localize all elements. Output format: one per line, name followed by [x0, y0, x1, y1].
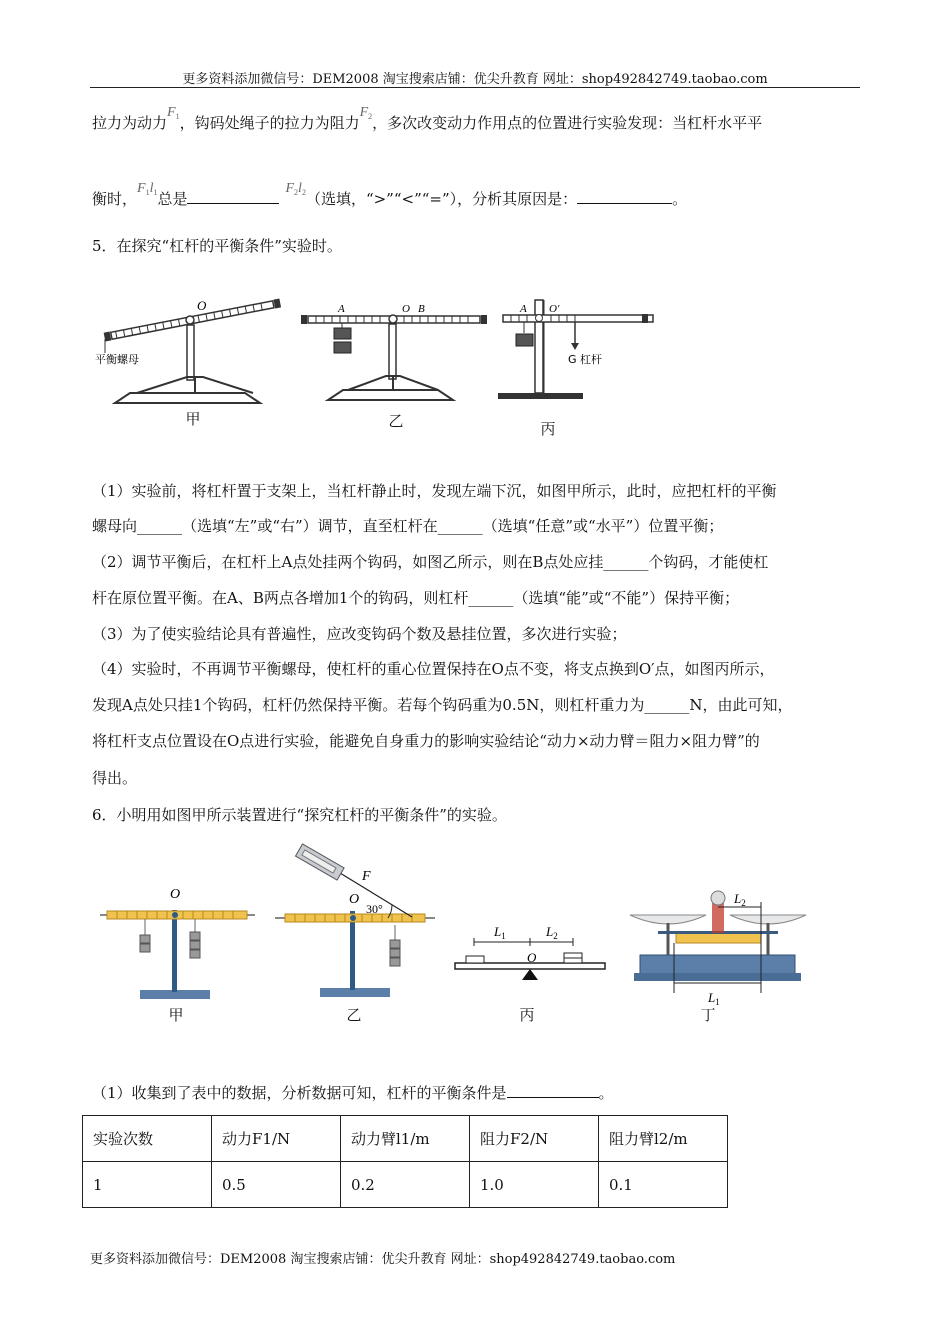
q6-yi-label-f: F [362, 869, 371, 884]
q6-figure-bing [452, 920, 612, 980]
q5-yi-label-o: O [402, 303, 410, 315]
q6-ding-label-l1: $L_1$ [708, 990, 720, 1007]
intro-text-a: 拉力为动力 [92, 114, 168, 132]
table-cell: 0.5 [212, 1162, 341, 1208]
q6-yi-label-angle: 30° [366, 902, 383, 916]
q5-figure-yi [298, 298, 488, 408]
q5-bing-label-a: A [520, 303, 527, 315]
table-header-cell: 动力F1/N [212, 1116, 341, 1162]
q6-bing-label-l2: $L_2$ [546, 924, 558, 941]
table-row [83, 1162, 728, 1208]
page-header: 更多资料添加微信号：DEM2008 淘宝搜索店铺：优尖升教育 网址：shop492842749.taobao.com [182, 72, 768, 87]
q5-line-7: 发现A点处只挂1个钩码，杠杆仍然保持平衡。若每个钩码重为0.5N，则杠杆重力为______N，由此可知， [92, 696, 793, 714]
intro-line-1 [92, 105, 763, 139]
q6-yi-label-o: O [349, 892, 360, 907]
q5-yi-label-a: A [338, 303, 345, 315]
page-footer: 更多资料添加微信号：DEM2008 淘宝搜索店铺：优尖升教育 网址：shop492842749.taobao.com [90, 1252, 676, 1267]
table-cell: 1.0 [470, 1162, 599, 1208]
q6-line-1 [92, 1083, 614, 1103]
q5-yi-label-b: B [418, 303, 425, 315]
q6-q1-period: 。 [598, 1084, 614, 1102]
answer-blank-compare[interactable] [187, 189, 279, 204]
intro-text-d: 衡时， [92, 190, 138, 208]
table-header-cell: 实验次数 [83, 1116, 212, 1162]
table-header-cell: 阻力臂l2/m [599, 1116, 728, 1162]
q5-line-1: （1）实验前，将杠杆置于支架上，当杠杆静止时，发现左端下沉，如图甲所示，此时，应把杠杆的平衡 [92, 482, 777, 500]
f1l1-symbol: $F_1l_1$ [137, 181, 158, 197]
intro-text-f: （选填，“>”“<”“=”），分析其原因是： [305, 190, 578, 208]
q6-ding-label-l2: $L_2$ [734, 891, 746, 908]
q5-jia-label-o: O [197, 298, 207, 313]
q5-line-4: 杆在原位置平衡。在A、B两点各增加1个的钩码，则杠杆______（选填“能”或“不能”）保持平衡； [92, 589, 740, 607]
table-cell: 1 [83, 1162, 212, 1208]
q6-caption-bing: 丙 [519, 1006, 535, 1024]
f1-symbol: $F_1$ [167, 105, 180, 121]
data-table [82, 1115, 728, 1208]
table-cell: 0.1 [599, 1162, 728, 1208]
q5-jia-label-nut: 平衡螺母 [95, 353, 139, 366]
f2-symbol: $F_2$ [359, 105, 373, 121]
q5-line-2: 螺母向______（选填“左”或“右”）调节，直至杠杆在______（选填“任意”或“水平”）位置平衡； [92, 517, 724, 535]
q6-figure-jia [95, 880, 260, 1000]
q6-figure-ding [628, 885, 808, 1005]
q5-caption-jia: 甲 [185, 410, 201, 428]
answer-blank-reason[interactable] [577, 189, 672, 204]
q5-line-5: （3）为了使实验结论具有普遍性，应改变钩码个数及悬挂位置，多次进行实验； [92, 625, 627, 643]
q5-line-8: 将杠杆支点位置设在O点进行实验，能避免自身重力的影响实验结论“动力×动力臂＝阻力×阻力臂”的 [92, 732, 760, 750]
intro-line-2 [92, 181, 688, 215]
q5-line-9: 得出。 [92, 769, 138, 787]
answer-blank-condition[interactable] [507, 1083, 599, 1098]
q5-title: 5．在探究“杠杆的平衡条件”实验时。 [92, 237, 342, 255]
q6-bing-label-l1: $L_1$ [494, 924, 506, 941]
q5-line-6: （4）实验时，不再调节平衡螺母，使杠杆的重心位置保持在O点不变，将支点换到O′点，如图丙所示， [92, 660, 775, 678]
q6-figure-yi [270, 845, 440, 1000]
q6-bing-label-o: O [527, 950, 537, 965]
table-header-cell: 动力臂l1/m [341, 1116, 470, 1162]
intro-period: 。 [672, 190, 688, 208]
q6-caption-yi: 乙 [346, 1006, 362, 1024]
f2l2-symbol: $F_2l_2$ [285, 181, 306, 197]
q6-q1-text: （1）收集到了表中的数据，分析数据可知，杠杆的平衡条件是 [92, 1084, 507, 1102]
q5-bing-label-o2: O′ [549, 303, 560, 315]
q5-caption-bing: 丙 [540, 420, 556, 438]
header-rule [90, 87, 860, 88]
q6-title: 6．小明用如图甲所示装置进行“探究杠杆的平衡条件”的实验。 [92, 806, 507, 824]
q5-figure-jia [95, 295, 285, 405]
q5-figure-bing [498, 295, 668, 410]
q6-caption-jia: 甲 [168, 1006, 184, 1024]
table-header-row [83, 1116, 728, 1162]
q6-caption-ding: 丁 [700, 1006, 716, 1024]
intro-text-e: 总是 [157, 190, 188, 208]
intro-text-c: ，多次改变动力作用点的位置进行实验发现：当杠杆水平平 [372, 114, 763, 132]
q5-line-3: （2）调节平衡后，在杠杆上A点处挂两个钩码，如图乙所示，则在B点处应挂______个钩码，才能使杠 [92, 553, 769, 571]
table-header-cell: 阻力F2/N [470, 1116, 599, 1162]
q6-jia-label-o: O [170, 887, 181, 902]
q5-bing-label-g: G 杠杆 [568, 353, 603, 366]
table-cell: 0.2 [341, 1162, 470, 1208]
q5-caption-yi: 乙 [388, 412, 404, 430]
intro-text-b: ，钩码处绳子的拉力为阻力 [179, 114, 360, 132]
